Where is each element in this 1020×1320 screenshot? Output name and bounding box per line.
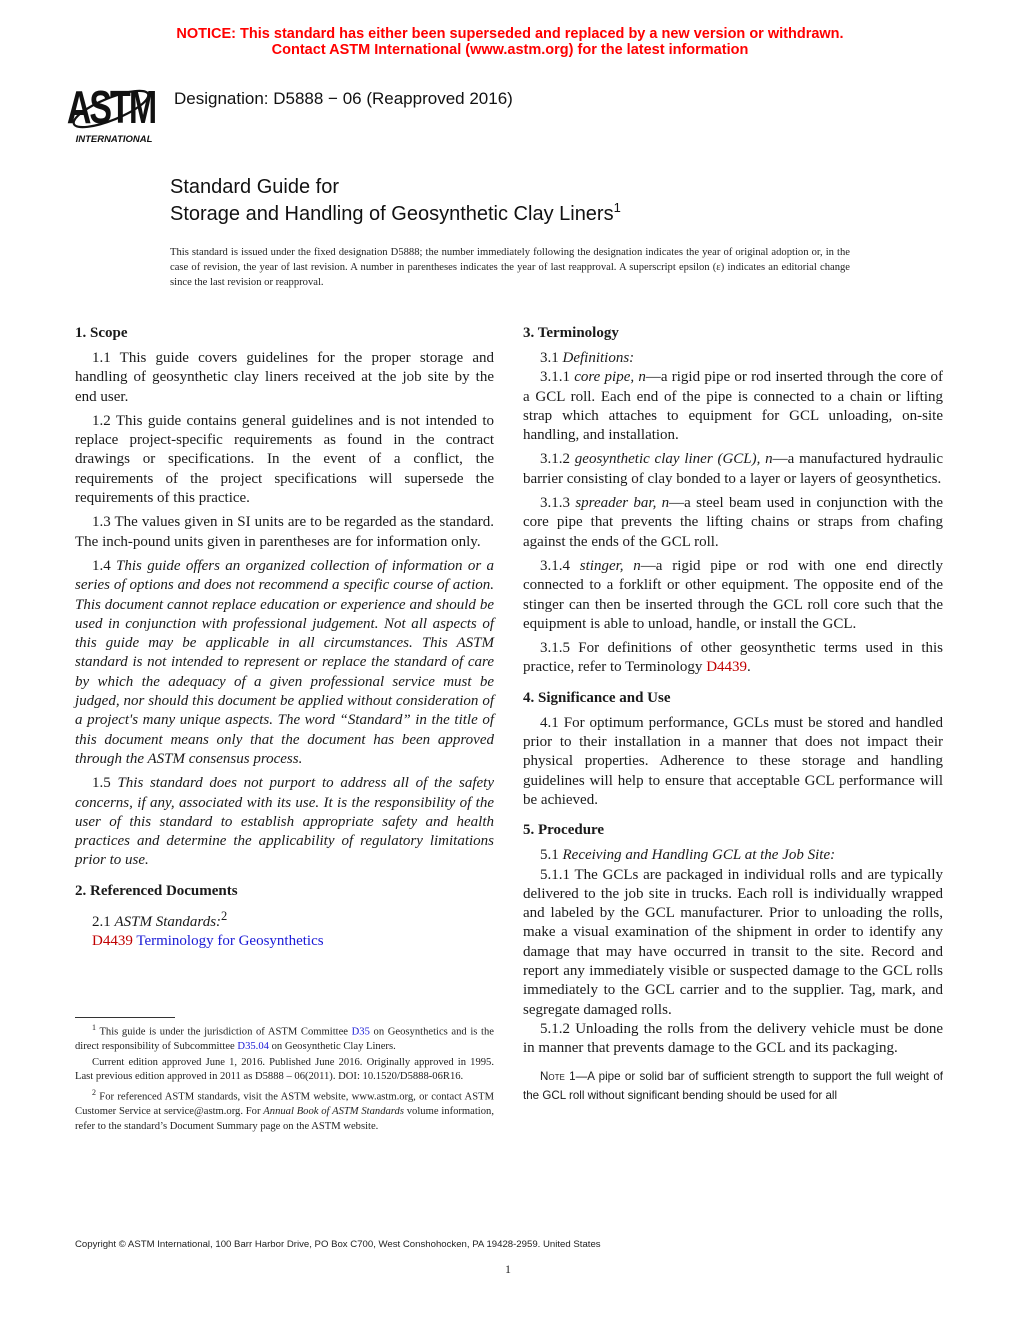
paragraph-5-1-1: 5.1.1 The GCLs are packaged in individual rolls and are typically delivered to the job site in trucks. Each roll is individually wrapped and labeled by the GCL manufacturer. Prior to unloading the rolls, make a visual examination of the shipment in order to identify any damage that may have occurred in transit to the site. Record and report any immediately visible or suspected damage to the GCL rolls immediately to the GCL carrier and to the supplier. Tag, mark, and segregate damaged rolls. — [523, 866, 943, 1018]
page-number: 1 — [505, 1262, 511, 1276]
astm-logo-icon — [64, 76, 164, 146]
section-heading-scope: 1. Scope — [75, 325, 128, 341]
svg-text:INTERNATIONAL: INTERNATIONAL — [75, 134, 153, 145]
subcommittee-d35-04-link[interactable]: D35.04 — [237, 1041, 269, 1053]
definition-core-pipe: 3.1.1 core pipe, n—a rigid pipe or rod inserted through the core of a GCL roll. Each end of the pipe is connected to a chain or lifting strap which attaches to equipment for GCL unloading, on-site handling, and installation. — [523, 369, 944, 444]
title-footnote-mark: 1 — [613, 200, 621, 215]
definition-spreader-bar: 3.1.3 spreader bar, n—a steel beam used in conjunction with the core pipe that prevents the lifting chains or straps from chafing against the ends of the GCL roll. — [523, 495, 944, 550]
astm-logo — [64, 76, 164, 146]
paragraph-2-1: 2.1 ASTM Standards:$^2$ — [92, 908, 228, 930]
copyright: Copyright © ASTM International, 100 Barr Harbor Drive, PO Box C700, West Conshohocken, PA 19428-2959. United States — [75, 1239, 601, 1250]
section-heading-referenced-documents: 2. Referenced Documents — [75, 882, 238, 899]
paragraph-1-5: 1.5 This standard does not purport to address all of the safety concerns, if any, associated with its use. It is the responsibility of the user of this standard to establish appropriate safety and health practices and determine the applicability of regulatory limitations prior to use. — [75, 775, 495, 869]
terminology-d4439-link[interactable]: D4439 — [706, 659, 748, 676]
section-heading-terminology: 3. Terminology — [523, 325, 619, 341]
document-title — [170, 174, 621, 228]
footnote-1: $^1$ This guide is under the jurisdiction of ASTM Committee D35 on Geosynthetics and is the direct responsibility of Subcommittee D35.04 on Geosynthetic Clay Liners. — [75, 1023, 494, 1053]
paragraph-1-2: 1.2 This guide contains general guidelines and is not intended to replace project-specific requirements as found in the contract drawings or specifications. In the event of a conflict, the requirements of the project specifications will supersede the requirements of this practice. — [75, 412, 494, 507]
definition-stinger: 3.1.4 stinger, n—a rigid pipe or rod with one end directly connected to a forklift or other equipment. The opposite end of the stinger can then be inserted through the GCL roll core such that the equipment is able to unload, handle, or install the GCL. — [523, 557, 943, 632]
paragraph-5-1-2: 5.1.2 Unloading the rolls from the delivery vehicle must be done in manner that prevents damage to the GCL and its packaging. — [523, 1020, 943, 1057]
paragraph-1-1: 1.1 This guide covers guidelines for the proper storage and handling of geosynthetic clay liners received at the job site by the end user. — [75, 350, 494, 405]
notice-line-2: Contact ASTM International (www.astm.org) for the latest information — [271, 42, 749, 58]
footnote-2: $^2$ For referenced ASTM standards, visit the ASTM website, www.astm.org, or contact ASTM Customer Service at service@astm.org. For Annual Book of ASTM Standards volume information, refer to the standard’s Document Summary page on the ASTM website. — [75, 1087, 494, 1132]
note-1: Note 1—A pipe or solid bar of sufficient strength to support the full weight of the GCL roll without significant bending should be used for all — [523, 1069, 943, 1102]
footnote-divider — [75, 1017, 175, 1018]
paragraph-3-1: 3.1 Definitions: — [540, 350, 635, 366]
ref-code-link[interactable]: D4439 — [92, 933, 133, 950]
ref-title-link[interactable]: Terminology for Geosynthetics — [136, 933, 324, 950]
svg-text:ASTM: ASTM — [66, 81, 156, 134]
title-line-1: Standard Guide for — [170, 176, 339, 198]
footnote-edition: Current edition approved June 1, 2016. Published June 2016. Originally approved in 1995. Last previous edition approved in 2011 as D5888 – 06(2011). DOI: 10.1520/D5888-06R16. — [75, 1056, 494, 1083]
paragraph-1-4: 1.4 This guide offers an organized collection of information or a series of options and does not recommend a specific course of action. This document cannot replace education or experience and should be used in conjunction with professional judgement. Not all aspects of this guide may be applicable in all circumstances. This ASTM standard is not intended to represent or replace the standard of care by which the adequacy of a given professional service must be judged, nor should this document be applied without consideration of a project's many unique aspects. The word “Standard” in the title of this document means only that the document has been approved through the ASTM consensus process. — [75, 557, 494, 767]
section-heading-significance: 4. Significance and Use — [523, 689, 671, 706]
paragraph-4-1: 4.1 For optimum performance, GCLs must be stored and handled prior to their installation in a manner that does not impact their physical properties. Adherence to these storage and handling guidelines will help to ensure that acceptable GCL performance will be achieved. — [523, 714, 943, 808]
referenced-standard-d4439[interactable] — [75, 932, 494, 951]
right-column — [523, 323, 943, 1110]
left-column — [75, 323, 494, 956]
notice-line-1: NOTICE: This standard has either been superseded and replaced by a new version or withdrawn. — [176, 26, 844, 42]
committee-d35-link[interactable]: D35 — [351, 1026, 370, 1038]
footnotes — [75, 1021, 494, 1135]
paragraph-1-3: 1.3 The values given in SI units are to be regarded as the standard. The inch-pound units given in parentheses are for information only. — [75, 514, 494, 550]
paragraph-5-1: 5.1 Receiving and Handling GCL at the Job Site: — [540, 847, 836, 864]
definition-gcl: 3.1.2 geosynthetic clay liner (GCL), n—a manufactured hydraulic barrier consisting of clay bonded to a layer or layers of geosynthetics. — [523, 451, 943, 487]
withdrawal-notice — [0, 26, 1020, 58]
preamble: This standard is issued under the fixed designation D5888; the number immediately following the designation indicates the year of original adoption or, in the case of revision, the year of last revision. A number in parentheses indicates the year of last reapproval. A superscript epsilon (ε) indicates an editorial change since the last revision or reapproval. — [170, 247, 850, 289]
section-heading-procedure: 5. Procedure — [523, 822, 605, 839]
paragraph-3-1-5: 3.1.5 For definitions of other geosynthetic terms used in this practice, refer to Terminology D4439. — [523, 640, 943, 676]
designation: Designation: D5888 − 06 (Reapproved 2016) — [174, 89, 513, 108]
title-line-2: Storage and Handling of Geosynthetic Clay Liners$^1$ — [170, 200, 621, 225]
